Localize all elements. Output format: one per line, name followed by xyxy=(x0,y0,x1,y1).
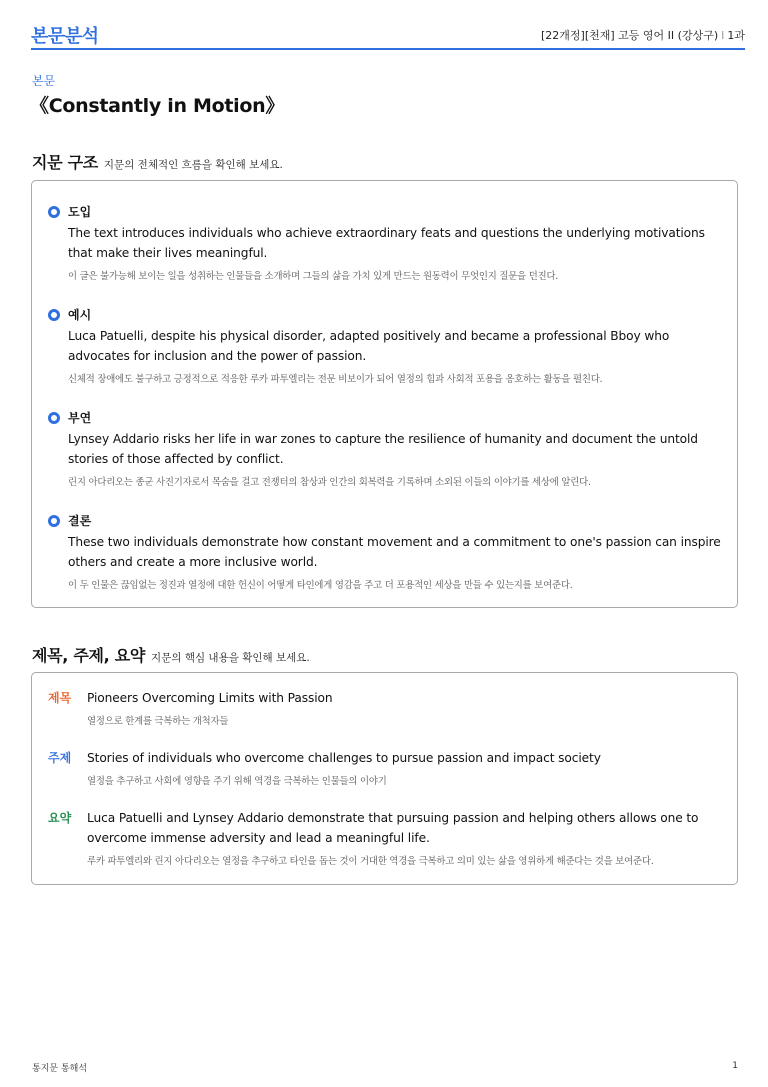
structure-heading-sub: 지문의 전체적인 흐름을 확인해 보세요. xyxy=(103,159,283,171)
section-label: 본문 xyxy=(32,74,56,88)
bullet-circle-icon xyxy=(48,309,60,321)
header-course-info xyxy=(541,27,745,43)
summary-row-ko: 루카 파투엘리와 린지 아다리오는 열정을 추구하고 타인을 돕는 것이 거대한 역경을 극복하고 의미 있는 삶을 영위하게 해준다는 것을 보여준다. xyxy=(87,856,654,867)
lesson-number: 1과 xyxy=(727,29,745,42)
header-title: 본문분석 xyxy=(31,26,99,47)
summary-row-tag: 주제 xyxy=(48,751,72,765)
summary-heading-title: 제목, 주제, 요약 xyxy=(32,646,146,665)
structure-item-en: These two individuals demonstrate how constant movement and a commitment to one's passion can inspire others and create a more inclusive world. xyxy=(68,535,721,569)
summary-row-en: Stories of individuals who overcome challenges to pursue passion and impact society xyxy=(87,751,601,765)
structure-box xyxy=(31,180,738,608)
structure-item-tag: 결론 xyxy=(68,514,92,528)
structure-item-tag: 부연 xyxy=(68,411,92,425)
summary-row-ko: 열정을 추구하고 사회에 영향을 주기 위해 역경을 극복하는 인물들의 이야기 xyxy=(87,776,387,787)
structure-item-tag: 예시 xyxy=(68,308,92,322)
summary-heading xyxy=(32,643,310,666)
course-name: [22개정][천재] 고등 영어 II (강상구) xyxy=(541,29,719,42)
summary-row-tag: 요약 xyxy=(48,811,72,825)
footer-label: 통지문 통해석 xyxy=(32,1064,88,1074)
structure-heading-title: 지문 구조 xyxy=(32,153,98,172)
structure-heading xyxy=(32,150,283,173)
summary-row-en: Luca Patuelli and Lynsey Addario demonstrate that pursuing passion and helping others allows one to overcome immense adversity and lead a meaningful life. xyxy=(87,811,699,845)
bullet-circle-icon xyxy=(48,515,60,527)
structure-item-ko: 이 글은 불가능해 보이는 일을 성취하는 인물들을 소개하며 그들의 삶을 가치 있게 만드는 원동력이 무엇인지 질문을 던진다. xyxy=(68,271,559,282)
page-number: 1 xyxy=(732,1061,738,1071)
page-header xyxy=(31,22,745,50)
document-title: 《Constantly in Motion》 xyxy=(30,95,285,117)
structure-item-en: Luca Patuelli, despite his physical disorder, adapted positively and became a professional Bboy who advocates for inclusion and the power of passion. xyxy=(68,329,670,363)
header-separator: I xyxy=(721,29,725,42)
summary-heading-sub: 지문의 핵심 내용을 확인해 보세요. xyxy=(151,652,310,664)
bullet-circle-icon xyxy=(48,206,60,218)
structure-item-en: Lynsey Addario risks her life in war zones to capture the resilience of humanity and document the untold stories of those affected by conflict. xyxy=(68,432,698,466)
structure-item-ko: 린지 아다리오는 종군 사진기자로서 목숨을 걸고 전쟁터의 참상과 인간의 회복력을 기록하며 소외된 이들의 이야기를 세상에 알린다. xyxy=(68,477,591,488)
structure-item-ko: 이 두 인물은 끊임없는 정진과 열정에 대한 헌신이 어떻게 타인에게 영감을 주고 더 포용적인 세상을 만들 수 있는지를 보여준다. xyxy=(68,580,573,591)
structure-item-tag: 도입 xyxy=(68,205,92,219)
structure-item-en: The text introduces individuals who achieve extraordinary feats and questions the underlying motivations that make their lives meaningful. xyxy=(68,226,705,260)
summary-row-en: Pioneers Overcoming Limits with Passion xyxy=(87,691,333,705)
summary-row-ko: 열정으로 한계를 극복하는 개척자들 xyxy=(87,716,229,727)
summary-box xyxy=(31,672,738,885)
bullet-circle-icon xyxy=(48,412,60,424)
summary-row-tag: 제목 xyxy=(48,691,72,705)
structure-item-ko: 신체적 장애에도 불구하고 긍정적으로 적응한 루카 파투엘리는 전문 비보이가 되어 열정의 힘과 사회적 포용을 옹호하는 활동을 펼친다. xyxy=(68,374,603,385)
